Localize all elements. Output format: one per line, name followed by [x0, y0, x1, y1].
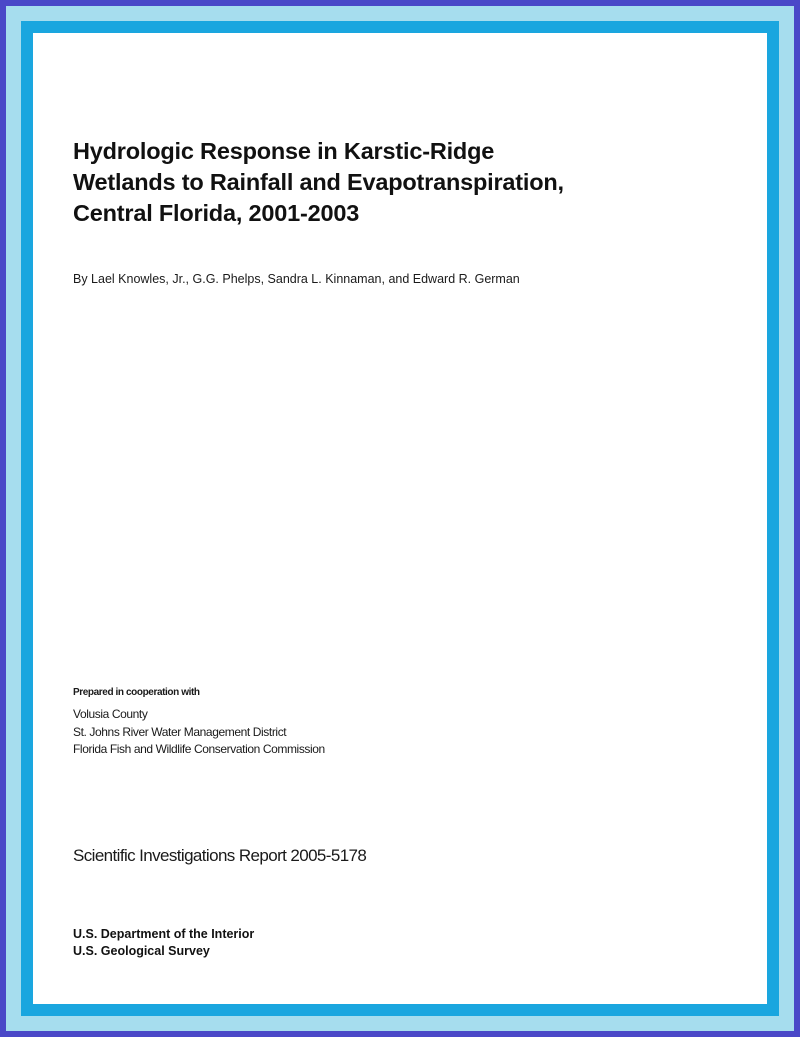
cooperating-agency: St. Johns River Water Management District: [73, 724, 287, 739]
cooperating-agency: Florida Fish and Wildlife Conservation Commission: [73, 742, 325, 756]
report-series-number: Scientific Investigations Report 2005-5178: [73, 846, 367, 865]
report-cover-page: [33, 33, 767, 1004]
title-line: Wetlands to Rainfall and Evapotranspiration,: [73, 169, 564, 195]
agency-line: U.S. Geological Survey: [73, 943, 210, 958]
title-line: Hydrologic Response in Karstic-Ridge: [73, 138, 495, 164]
publishing-agency: [73, 926, 254, 959]
author-list: By Lael Knowles, Jr., G.G. Phelps, Sandra L. Kinnaman, and Edward R. German: [73, 272, 520, 286]
report-title: [73, 136, 633, 229]
agency-line: U.S. Department of the Interior: [73, 927, 255, 941]
title-line: Central Florida, 2001-2003: [73, 200, 360, 226]
cooperation-label: Prepared in cooperation with: [73, 687, 200, 698]
cooperating-agency: Volusia County: [73, 707, 148, 721]
cooperation-block: [73, 686, 325, 759]
